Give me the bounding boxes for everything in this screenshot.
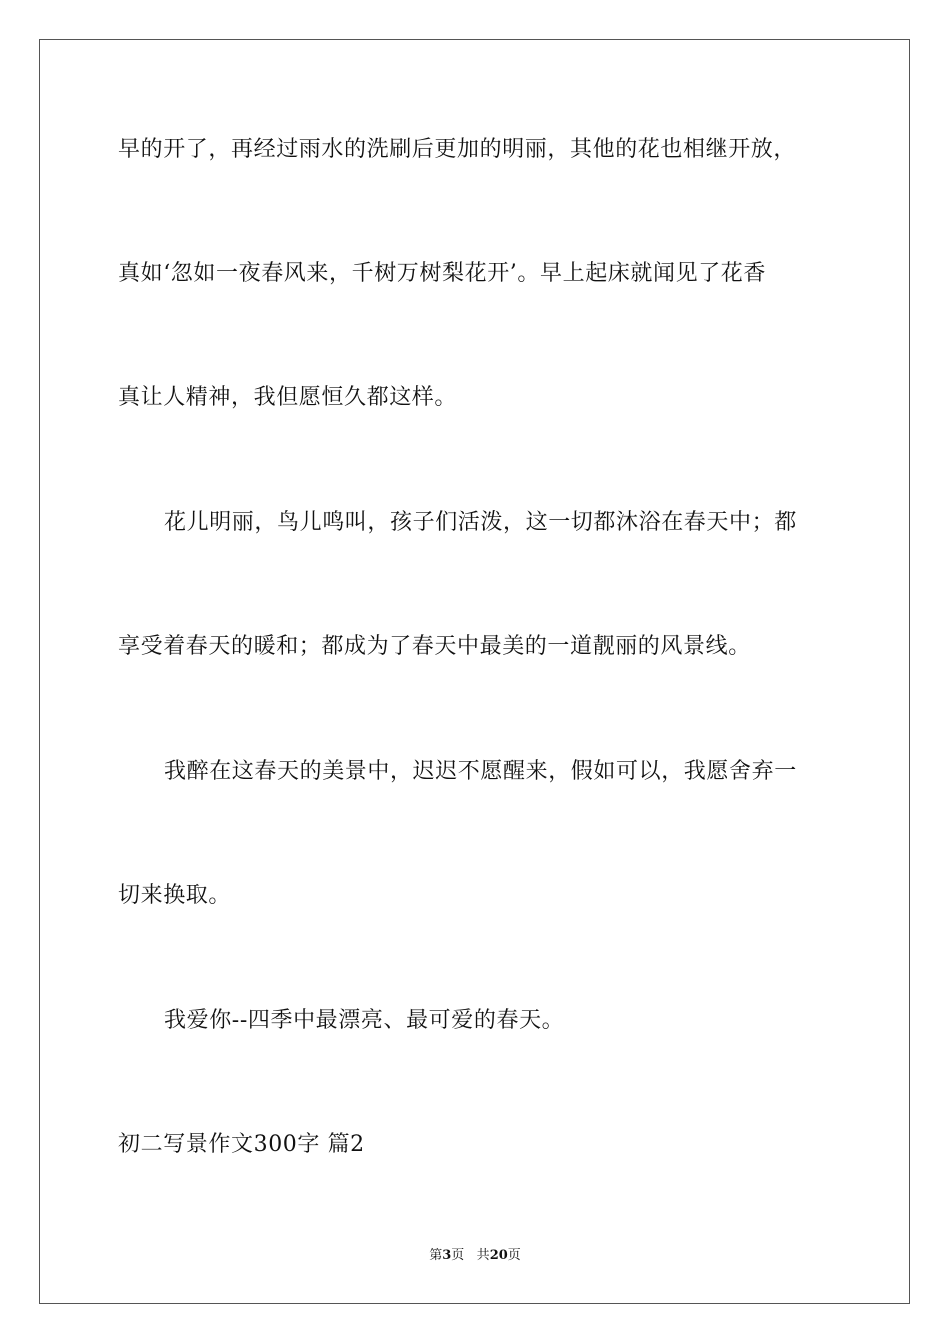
paragraph-line: 我醉在这春天的美景中，迟迟不愿醒来，假如可以，我愿舍弃一 bbox=[164, 759, 797, 784]
paragraph-line: 我爱你--四季中最漂亮、最可爱的春天。 bbox=[164, 1008, 565, 1033]
total-prefix: 共 bbox=[476, 1248, 490, 1263]
page-number: 3 bbox=[442, 1248, 452, 1263]
total-pages: 20 bbox=[489, 1248, 508, 1263]
paragraph-line: 真让人精神，我但愿恒久都这样。 bbox=[118, 385, 458, 410]
page-suffix: 页 bbox=[451, 1248, 465, 1263]
paragraph-line: 真如‘忽如一夜春风来，千树万树梨花开’。早上起床就闻见了花香 bbox=[118, 261, 766, 286]
paragraph-line: 花儿明丽，鸟儿鸣叫，孩子们活泼，这一切都沐浴在春天中；都 bbox=[164, 510, 797, 535]
page-footer bbox=[0, 1248, 950, 1264]
page-frame bbox=[39, 39, 910, 1304]
paragraph-line: 享受着春天的暖和；都成为了春天中最美的一道靓丽的风景线。 bbox=[118, 634, 751, 659]
paragraph-line: 早的开了，再经过雨水的洗刷后更加的明丽，其他的花也相继开放， bbox=[118, 137, 797, 162]
section-heading: 初二写景作文300字 篇2 bbox=[118, 1132, 365, 1157]
page-prefix: 第 bbox=[429, 1248, 443, 1263]
total-suffix: 页 bbox=[507, 1248, 521, 1263]
paragraph-line: 切来换取。 bbox=[118, 883, 232, 908]
